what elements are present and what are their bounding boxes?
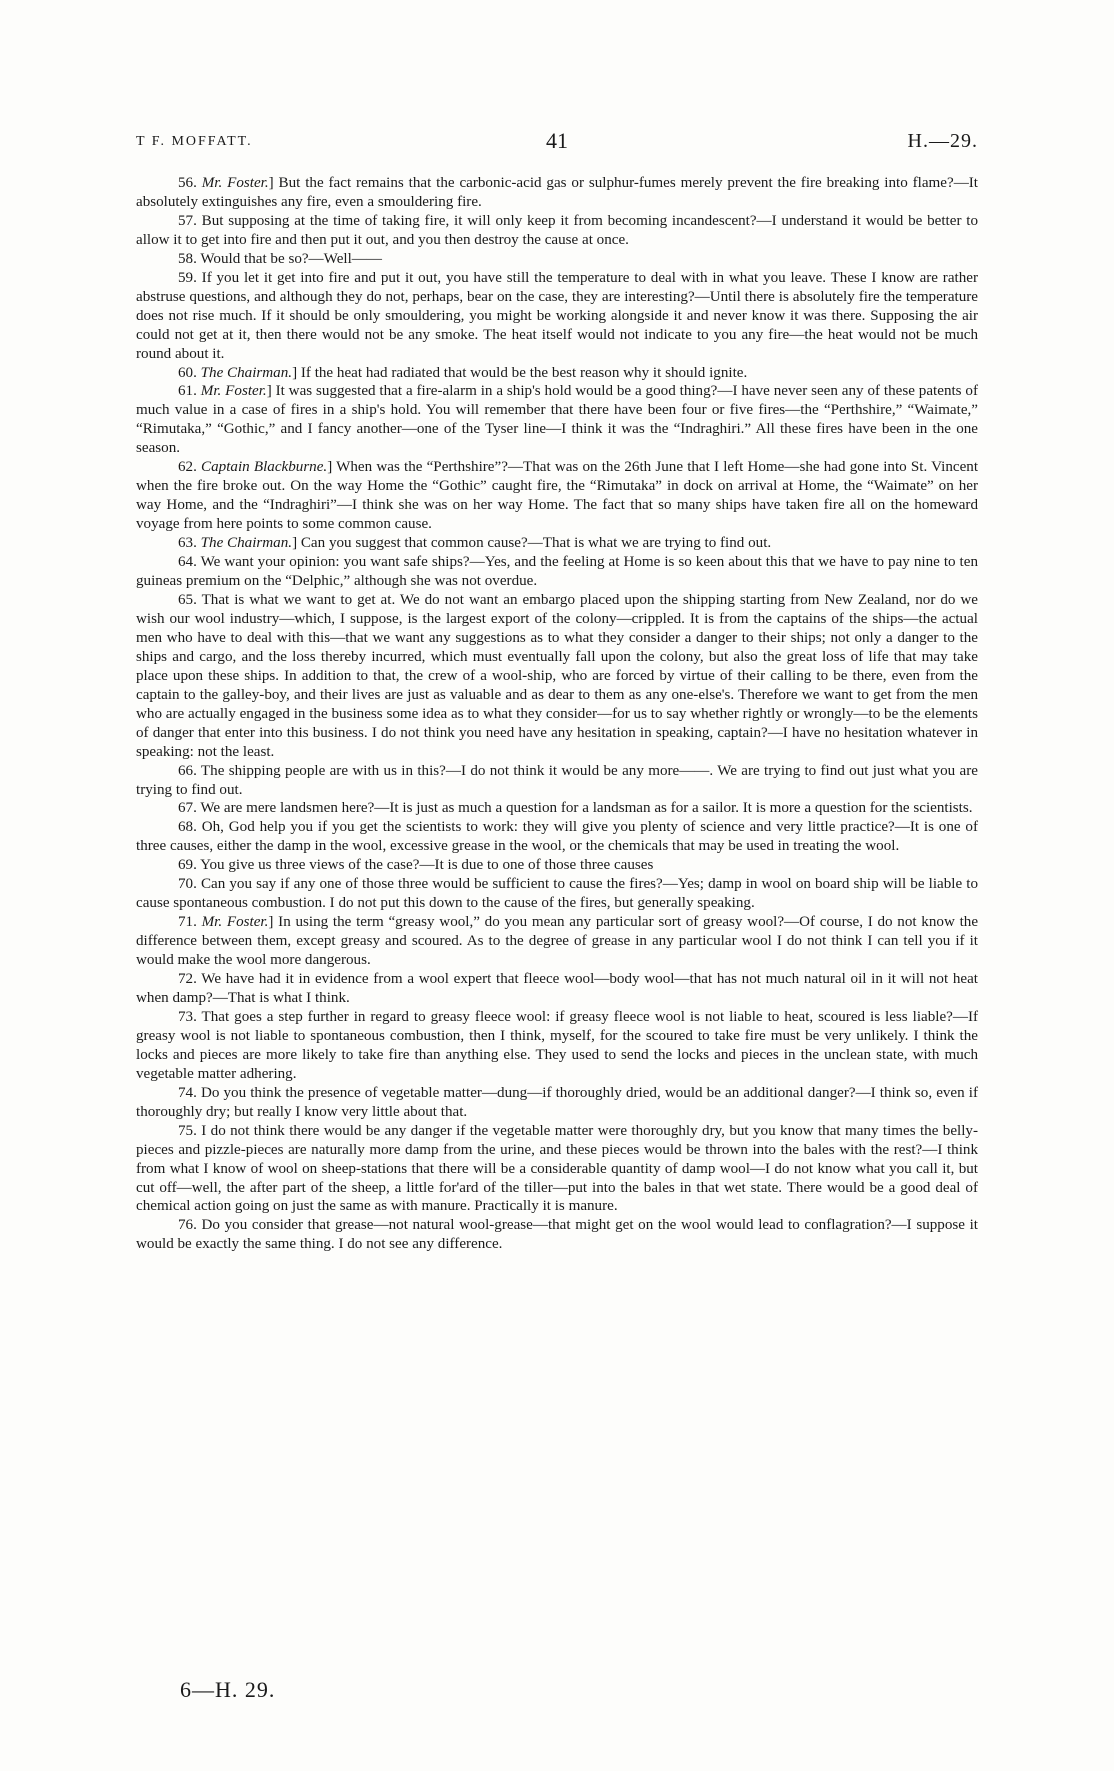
speaker-name: Mr. Foster.: [201, 175, 269, 191]
paragraph-lead: 66. The shipping people are with us in this?—I do not think it would be any more——. We are trying to find out just what you are trying to find out.: [136, 762, 978, 798]
evidence-paragraph: [136, 364, 978, 383]
paragraph-lead: 73. That goes a step further in regard to greasy fleece wool: if greasy fleece wool is not liable to heat, scoured is less liable?—If greasy wool is not liable to spontaneous combustion, then I think, myself, for the scoured to take fire must be very unlikely. I think the locks and pieces are more likely to take fire than anything else. They used to send the locks and pieces in the unclean state, with much vegetable matter adhering.: [136, 1008, 978, 1082]
evidence-paragraph: [136, 382, 978, 458]
paragraph-lead: 68. Oh, God help you if you get the scientists to work: they will give you plenty of science and very little practice?—It is one of three causes, either the damp in the wool, excessive grease in the wool, or the chemicals that may be used in treating the wool.: [136, 819, 978, 855]
paragraph-lead: 62.: [178, 459, 202, 476]
header-witness-name: T F. MOFFATT.: [136, 134, 253, 149]
paragraph-lead: 67. We are mere landsmen here?—It is just as much a question for a landsman as for a sailor. It is more a question for the scientists.: [178, 800, 973, 817]
evidence-paragraph: [136, 1122, 978, 1217]
paragraph-lead: 57. But supposing at the time of taking fire, it will only keep it from becoming incandescent?—I understand it would be better to allow it to get into fire and then put it out, and you then destroy the cause at once.: [136, 212, 978, 248]
paragraph-lead: 70. Can you say if any one of those three would be sufficient to cause the fires?—Yes; damp in wool on board ship will be liable to cause spontaneous combustion. I do not put this down to the cause of the fires, but generally speaking.: [136, 876, 978, 912]
evidence-paragraph: [136, 799, 978, 818]
header-paper-reference: H.—29.: [907, 130, 978, 152]
paragraph-text: ] Can you suggest that common cause?—That is what we are trying to find out.: [292, 535, 772, 552]
evidence-paragraph: [136, 250, 978, 269]
header-page-number: 41: [546, 128, 568, 153]
paragraph-lead: 72. We have had it in evidence from a wool expert that fleece wool—body wool—that has not much natural oil in it will not heat when damp?—That is what I think.: [136, 971, 978, 1006]
paragraph-lead: 63.: [178, 535, 201, 552]
paragraph-lead: 58. Would that be so?—Well——: [178, 250, 382, 267]
paragraph-lead: 59. If you let it get into fire and put it out, you have still the temperature to deal with in what you leave. These I know are rather abstruse questions, and although they do not, perhaps, bear on the case, they are interesting?—Until there is absolutely fire the temperature does not rise much. If it should be only smouldering, you might be working alongside it and never know it was there. Supposing the air could not get at it, then there would not be any smoke. The heat itself would not indicate to you any fire—the heat would not be much round about it.: [136, 269, 978, 362]
evidence-paragraph: [136, 591, 978, 762]
page-header: [136, 128, 978, 158]
evidence-paragraph: [136, 1008, 978, 1084]
paragraph-lead: 69. You give us three views of the case?—It is due to one of those three causes: [178, 857, 654, 874]
evidence-paragraph: [136, 269, 978, 364]
paragraph-text: ] It was suggested that a fire-alarm in a ship's hold would be a good thing?—I have never seen any of these patents of much value in a case of fires in a ship's hold. You will remember that there have been four or five fires—the “Perthshire,” “Waimate,” “Rimutaka,” “Gothic,” and I fancy another—one of the Tyser line—I think it was the “Indraghiri.” All these fires have been in the one season.: [136, 383, 979, 457]
evidence-paragraph: [136, 534, 978, 553]
evidence-paragraph: [136, 553, 978, 591]
paragraph-lead: 71.: [178, 914, 202, 931]
speaker-name: The Chairman.: [200, 364, 293, 381]
paragraph-lead: 64. We want your opinion: you want safe ships?—Yes, and the feeling at Home is so keen about this that we have to pay nine to ten guineas premium on the “Delphic,” although she was not overdue.: [136, 554, 978, 590]
evidence-paragraph: [136, 174, 978, 212]
paragraph-lead: 61.: [178, 383, 201, 400]
evidence-paragraph: [136, 1084, 978, 1122]
paragraph-lead: 60.: [178, 364, 201, 381]
paragraph-lead: 75. I do not think there would be any danger if the vegetable matter were thoroughly dry, but you know that many times the belly-pieces and pizzle-pieces are naturally more damp from the urine, and these pieces would be thrown into the bales with the rest?—I think from what I know of wool on sheep-stations that there will be a considerable quantity of damp wool—I do not know what you call it, but cut off—well, the after part of the sheep, a little for'ard of the tiller—put into the bales in that wet state. There would be a good deal of chemical action going on just the same as with manure. Practically it is manure.: [136, 1122, 978, 1215]
paragraph-text: ] In using the term “greasy wool,” do you mean any particular sort of greasy wool?—Of course, I do not know the difference between them, except greasy and scoured. As to the degree of grease in any particular wool I do not think I can tell you if it would make the wool more dangerous.: [136, 914, 979, 969]
paragraph-lead: 65. That is what we want to get at. We do not want an embargo placed upon the shipping starting from New Zealand, nor do we wish our wool industry—which, I suppose, is the largest export of the colony—crippled. It is from the captains of the ships—the actual men who have to deal with this—that we want any suggestions as to what they consider a danger to their ships; not only a danger to the ships and cargo, and the loss thereby incurred, which must eventually fall upon the colony, but also the great loss of life that may take place upon these ships. In addition to that, the crew of a wool-ship, who are forced by virtue of their calling to be there, even from the captain to the galley-boy, and their lives are just as valuable and as dear to them as any one-else's. Therefore we want to get from the men who are actually engaged in the business some idea as to what they consider—for us to say whether rightly or wrongly—to be the elements of danger that enter into this business. I do not think you need have any hesitation in speaking, captain?—I have no hesitation whatever in speaking: not the least.: [136, 591, 978, 760]
evidence-paragraph: [136, 913, 978, 970]
evidence-paragraph: [136, 875, 978, 913]
evidence-paragraph: [136, 1216, 978, 1254]
footer-signature: 6—H. 29.: [180, 1677, 276, 1702]
evidence-paragraph: [136, 818, 978, 856]
evidence-paragraph: [136, 762, 978, 800]
paragraph-text: ] When was the “Perthshire”?—That was on the 26th June that I left Home—she had gone into St. Vincent when the fire broke out. On the way Home the “Gothic” caught fire, the “Rimutaka” in dock on arrival at Home, the “Waimate” on her way Home, and the “Indraghiri”—I think she was on her way Home. The fact that so many ships have taken fire all on the homeward voyage from here points to some common cause.: [136, 459, 979, 533]
speaker-name: Captain Blackburne.: [201, 459, 328, 476]
evidence-body: [136, 174, 978, 1254]
evidence-paragraph: [136, 458, 978, 534]
paragraph-lead: 76. Do you consider that grease—not natural wool-grease—that might get on the wool would lead to conflagration?—I suppose it would be exactly the same thing. I do not see any difference.: [136, 1217, 978, 1253]
speaker-name: Mr. Foster.: [201, 914, 269, 931]
evidence-paragraph: [136, 212, 978, 250]
speaker-name: The Chairman.: [200, 535, 293, 552]
paragraph-text: ] If the heat had radiated that would be the best reason why it should ignite.: [292, 364, 748, 381]
paragraph-text: ] But the fact remains that the carbonic-acid gas or sulphur-fumes merely prevent the fire breaking into flame?—It absolutely extinguishes any fire, even a smouldering fire.: [136, 175, 979, 210]
evidence-paragraph: [136, 856, 978, 875]
speaker-name: Mr. Foster.: [200, 383, 267, 400]
paragraph-lead: 56.: [178, 175, 202, 191]
paragraph-lead: 74. Do you think the presence of vegetable matter—dung—if thoroughly dried, would be an additional danger?—I think so, even if thoroughly dry; but really I know very little about that.: [136, 1084, 978, 1120]
evidence-paragraph: [136, 970, 978, 1008]
